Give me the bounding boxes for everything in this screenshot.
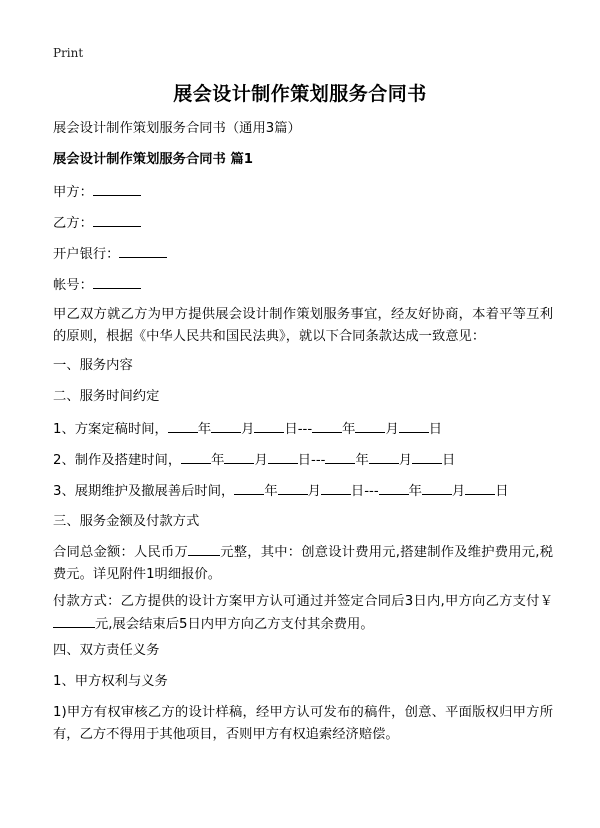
amount-paragraph — [53, 541, 553, 586]
party-a-blank — [93, 181, 141, 196]
party-a-line — [53, 181, 553, 204]
blank — [379, 480, 409, 495]
blank — [254, 418, 284, 433]
payment-text-end: 元,展会结束后5日内甲方向乙方支付其余费用。 — [95, 617, 374, 632]
blank — [465, 480, 495, 495]
bank-line — [53, 243, 553, 266]
heading-service-time: 二、服务时间约定 — [53, 389, 160, 404]
year-label: 年 — [342, 422, 356, 437]
heading-party-a-rights: 1、甲方权利与义务 — [53, 674, 168, 689]
day-label: 日 — [284, 422, 298, 437]
dash: --- — [364, 484, 379, 499]
party-b-label: 乙方： — [53, 216, 93, 231]
dash: --- — [311, 453, 326, 468]
account-label: 帐号： — [53, 278, 93, 293]
blank — [278, 480, 308, 495]
blank — [181, 449, 211, 464]
blank — [399, 418, 429, 433]
payment-text-start: 付款方式：乙方提供的设计方案甲方认可通过并签定合同后3日内,甲方向乙方支付￥ — [53, 594, 553, 609]
heading-service-content: 一、服务内容 — [53, 358, 133, 373]
intro-paragraph: 甲乙双方就乙方为甲方提供展会设计制作策划服务事宜，经友好协商，本着平等互利的原则，根据《中华人民共和国民法典》，就以下合同条款达成一致意见： — [53, 307, 553, 344]
year-label: 年 — [264, 484, 278, 499]
time-line-3 — [53, 480, 553, 503]
blank — [325, 449, 355, 464]
month-label: 月 — [241, 422, 255, 437]
payment-blank — [53, 613, 95, 628]
year-label: 年 — [197, 422, 212, 437]
month-label: 月 — [254, 453, 268, 468]
time-2-label: 2、制作及搭建时间， — [53, 453, 182, 468]
blank — [234, 480, 264, 495]
print-label[interactable]: Print — [53, 46, 84, 60]
day-label: 日 — [297, 453, 312, 468]
bank-label: 开户银行： — [53, 247, 120, 262]
time-3-label: 3、展期维护及撤展善后时间， — [53, 484, 235, 499]
year-label: 年 — [408, 484, 422, 499]
month-label: 月 — [398, 453, 413, 468]
year-label: 年 — [355, 453, 369, 468]
blank — [312, 418, 342, 433]
party-b-line — [53, 212, 553, 235]
month-label: 月 — [385, 422, 399, 437]
blank — [268, 449, 298, 464]
account-line — [53, 274, 553, 297]
account-blank — [93, 274, 141, 289]
rights-paragraph: 1)甲方有权审核乙方的设计样稿，经甲方认可发布的稿件，创意、平面版权归甲方所有，乙方不得用于其他项目，否则甲方有权追索经济赔偿。 — [53, 705, 553, 742]
month-label: 月 — [451, 484, 466, 499]
year-label: 年 — [211, 453, 225, 468]
bank-blank — [119, 243, 167, 258]
day-label: 日 — [442, 453, 456, 468]
time-line-2 — [53, 449, 553, 472]
party-a-label: 甲方： — [53, 185, 93, 200]
amount-blank — [188, 541, 220, 556]
time-1-label: 1、方案定稿时间， — [53, 422, 168, 437]
month-label: 月 — [307, 484, 321, 499]
document-title: 展会设计制作策划服务合同书 — [173, 83, 427, 105]
heading-amount-payment: 三、服务金额及付款方式 — [53, 514, 200, 529]
blank — [211, 418, 241, 433]
dash: --- — [297, 422, 313, 437]
blank — [355, 418, 385, 433]
blank — [224, 449, 254, 464]
day-label: 日 — [350, 484, 365, 499]
time-line-1 — [53, 418, 553, 441]
day-label: 日 — [495, 484, 509, 499]
payment-paragraph — [53, 591, 553, 636]
party-b-blank — [93, 212, 141, 227]
amount-text-start: 合同总金额：人民币万 — [53, 545, 189, 560]
blank — [168, 418, 198, 433]
document-subtitle: 展会设计制作策划服务合同书（通用3篇） — [53, 121, 301, 136]
heading-responsibilities: 四、双方责任义务 — [53, 643, 160, 658]
day-label: 日 — [428, 422, 443, 437]
blank — [422, 480, 452, 495]
section-heading: 展会设计制作策划服务合同书 篇1 — [53, 152, 254, 167]
blank — [369, 449, 399, 464]
blank — [412, 449, 442, 464]
amount-text-end: 元整，其中：创意设计费用元,搭建制作及维护费用元,税费元。详见附件1明细报价。 — [53, 545, 554, 582]
blank — [321, 480, 351, 495]
